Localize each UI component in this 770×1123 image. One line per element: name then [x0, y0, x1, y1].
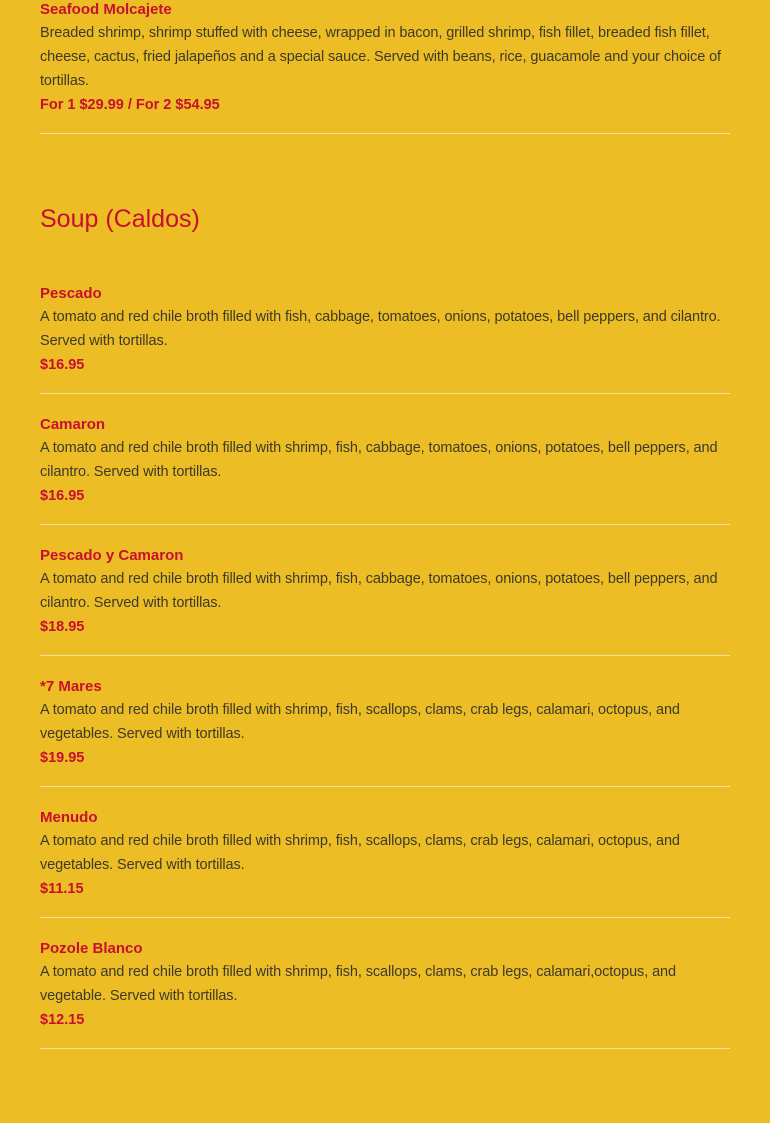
item-price: $18.95 — [40, 619, 85, 635]
item-name: Menudo — [40, 809, 98, 826]
item-name: Pescado y Camaron — [40, 547, 184, 564]
menu-item — [40, 808, 730, 899]
item-description: A tomato and red chile broth filled with shrimp, fish, cabbage, tomatoes, onions, potatoes, bell peppers, and cilantro. Served with tortillas. — [40, 440, 718, 480]
section-title: Soup (Caldos) — [40, 205, 200, 233]
item-description: A tomato and red chile broth filled with shrimp, fish, scallops, clams, crab legs, calamari,octopus, and vegetable. Served with tortillas. — [40, 964, 676, 1004]
item-price: $11.15 — [40, 881, 84, 897]
divider — [40, 1048, 730, 1049]
divider — [40, 655, 730, 656]
menu-item — [40, 0, 730, 115]
item-description: A tomato and red chile broth filled with shrimp, fish, cabbage, tomatoes, onions, potatoes, bell peppers, and cilantro. Served with tortillas. — [40, 571, 718, 611]
divider — [40, 393, 730, 394]
divider — [40, 133, 730, 134]
item-description: A tomato and red chile broth filled with shrimp, fish, scallops, clams, crab legs, calamari, octopus, and vegetables. Served with tortillas. — [40, 833, 680, 873]
divider — [40, 524, 730, 525]
item-price: $19.95 — [40, 750, 85, 766]
item-name: *7 Mares — [40, 678, 102, 695]
item-name: Pescado — [40, 285, 102, 302]
item-price: $16.95 — [40, 488, 85, 504]
item-description: A tomato and red chile broth filled with shrimp, fish, scallops, clams, crab legs, calamari, octopus, and vegetables. Served with tortillas. — [40, 702, 680, 742]
divider — [40, 917, 730, 918]
menu-item — [40, 677, 730, 768]
item-name: Camaron — [40, 416, 106, 433]
menu-item — [40, 415, 730, 506]
item-description: Breaded shrimp, shrimp stuffed with cheese, wrapped in bacon, grilled shrimp, fish fillet, breaded fish fillet, cheese, cactus, fried jalapeños and a special sauce. Served with beans, rice, guacamole and your choice of tortillas. — [40, 25, 721, 89]
item-description: A tomato and red chile broth filled with fish, cabbage, tomatoes, onions, potatoes, bell peppers, and cilantro. Served with tortillas. — [40, 309, 721, 349]
menu-item — [40, 939, 730, 1030]
item-name: Seafood Molcajete — [40, 1, 172, 18]
divider — [40, 786, 730, 787]
item-price: $16.95 — [40, 357, 85, 373]
menu-item — [40, 546, 730, 637]
item-name: Pozole Blanco — [40, 940, 143, 957]
menu-item — [40, 284, 730, 375]
item-price: For 1 $29.99 / For 2 $54.95 — [40, 97, 220, 113]
item-price: $12.15 — [40, 1012, 85, 1028]
